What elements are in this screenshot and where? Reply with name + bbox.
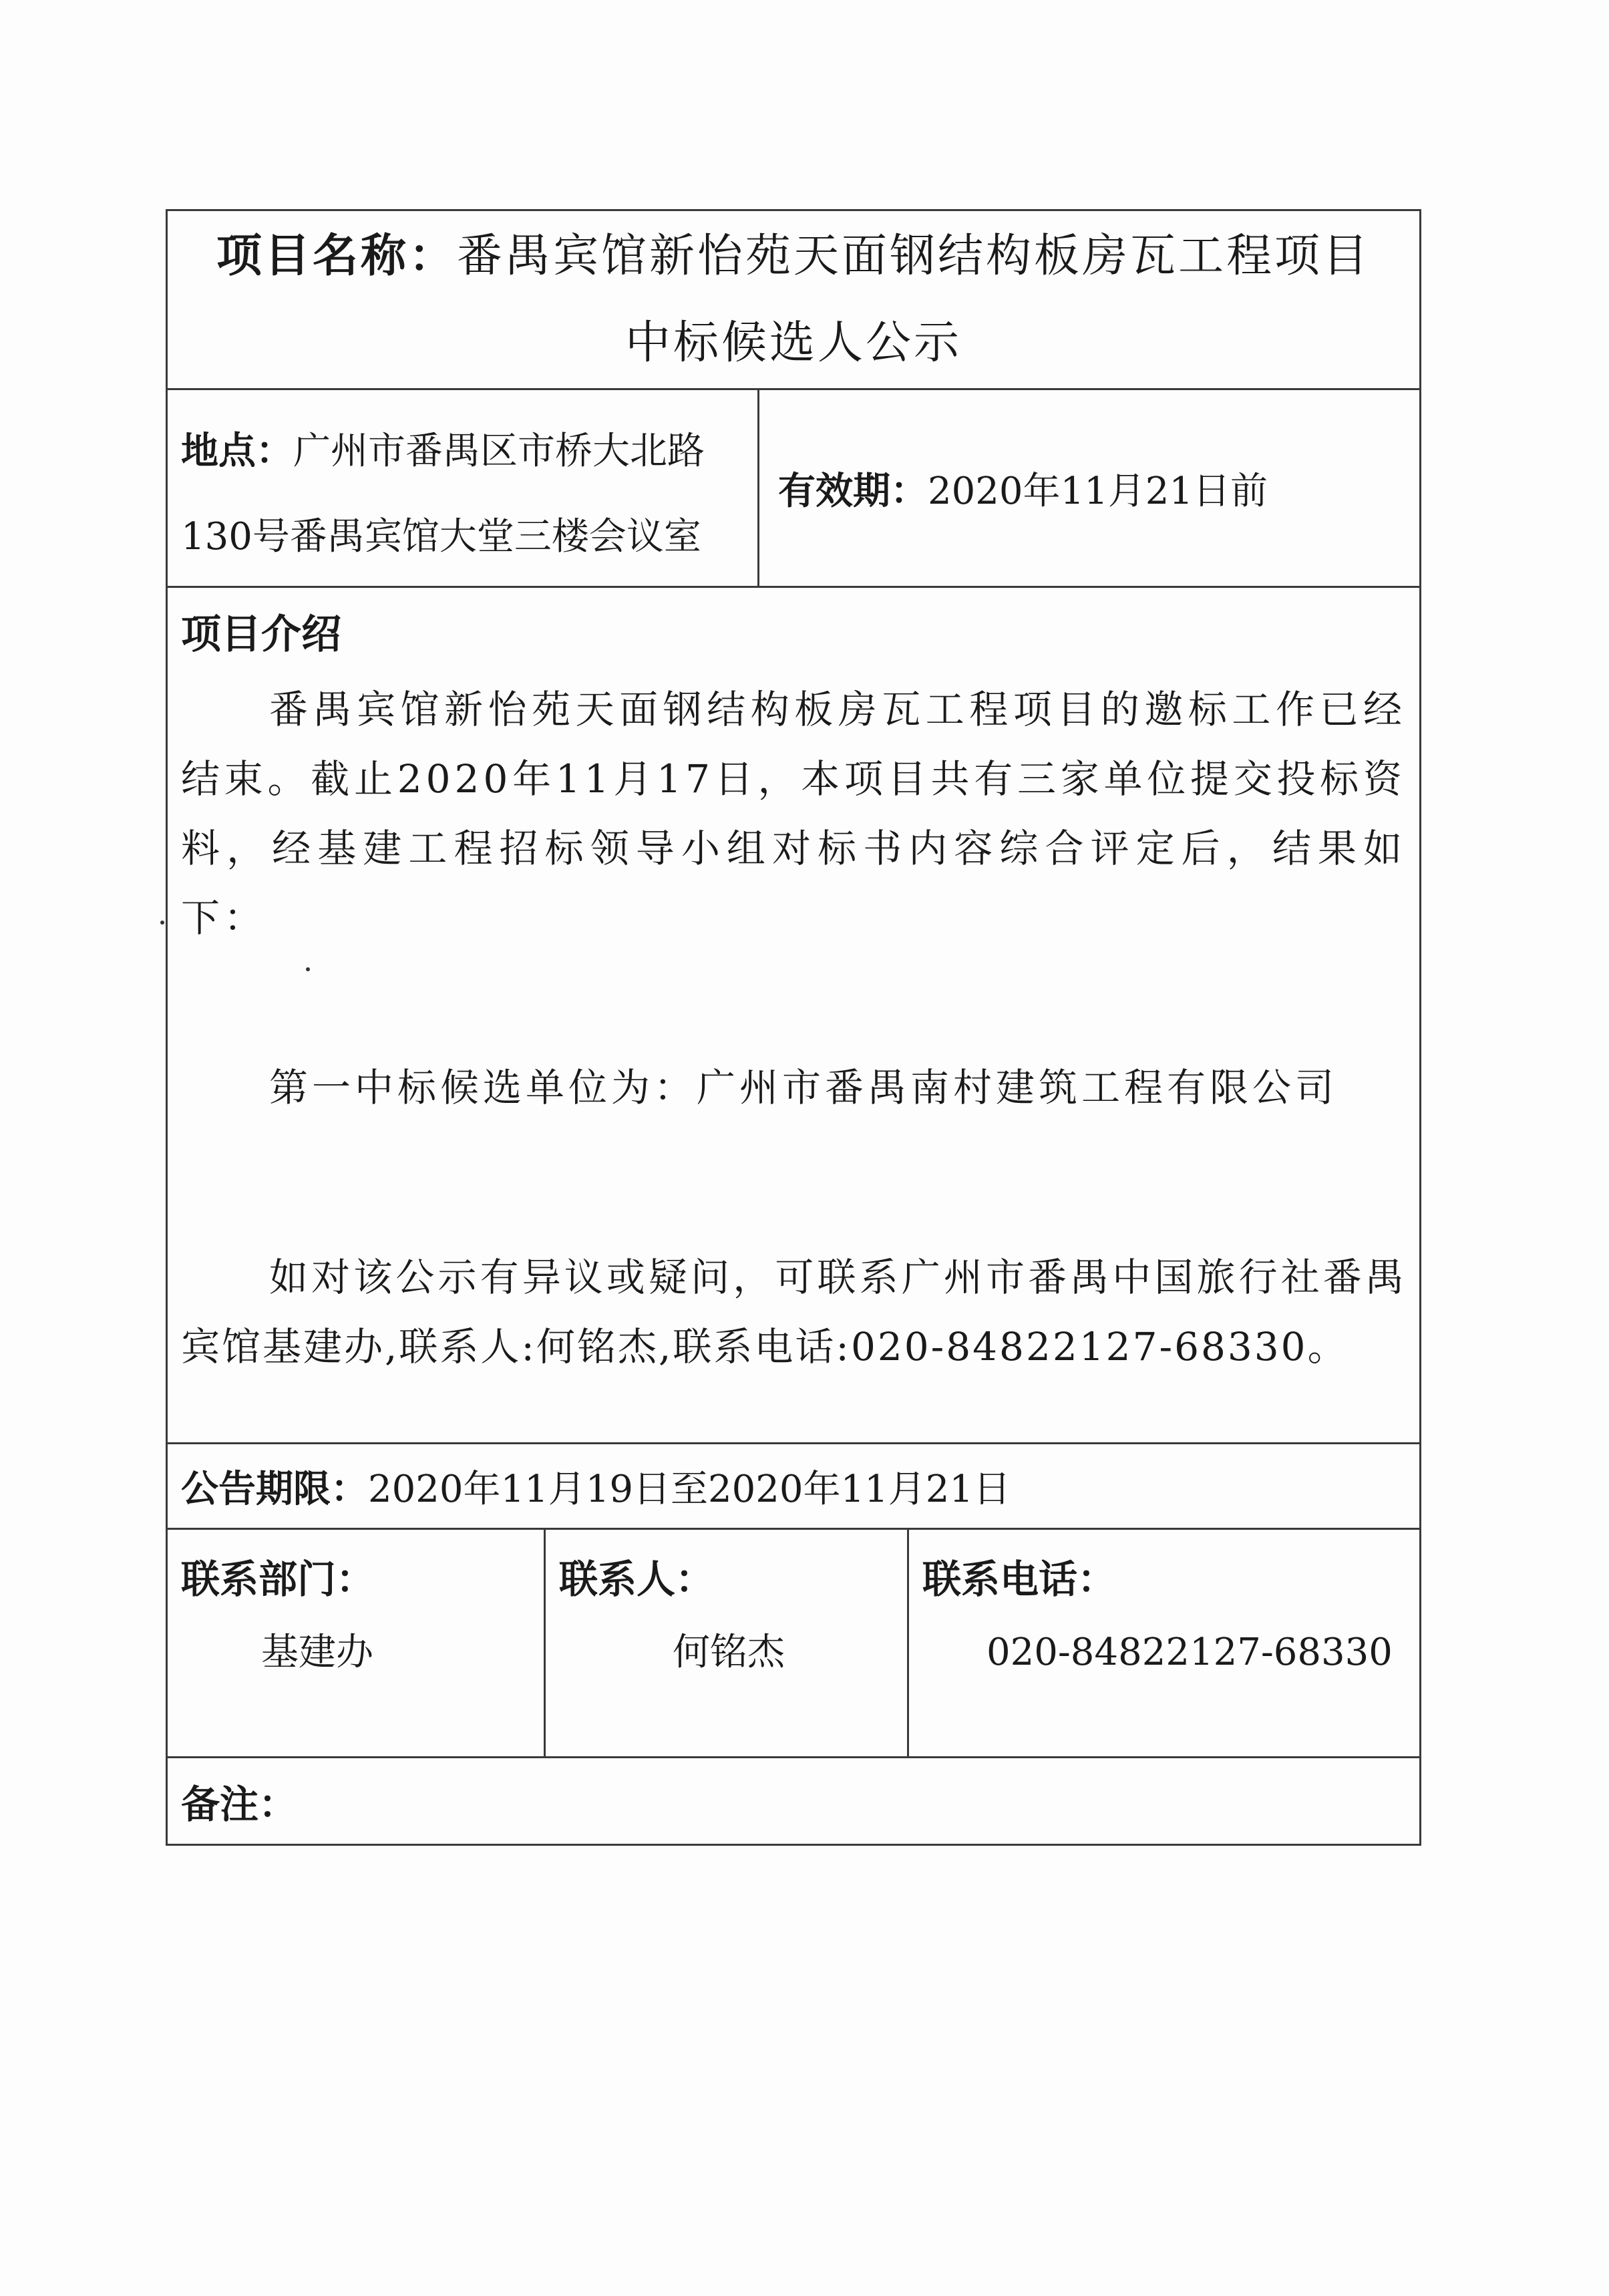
period-label: 公告期限： (181, 1467, 368, 1511)
period-value: 2020年11月19日至2020年11月21日 (368, 1467, 1011, 1511)
intro-section (168, 588, 1419, 1444)
department-value: 基建办 (261, 1631, 373, 1674)
location-line-1 (181, 409, 757, 494)
announcement-table (166, 209, 1421, 1846)
phone-label: 联系电话： (922, 1556, 1117, 1602)
remark-row (168, 1758, 1419, 1844)
intro-paragraph: 番禺宾馆新怡苑天面钢结构板房瓦工程项目的邀标工作已经结束。截止2020年11月17日，本项目共有三家单位提交投标资料，经基建工程招标领导小组对标书内容综合评定后，结果如下： (181, 687, 1406, 941)
location-text-1: 广州市番禺区市桥大北路 (293, 430, 705, 473)
contact-person-label: 联系人： (559, 1556, 715, 1602)
location-cell (168, 390, 759, 586)
title-label: 项目名称： (216, 229, 457, 283)
department-cell (168, 1530, 546, 1756)
intro-heading: 项目介绍 (181, 611, 341, 658)
phone-value: 020-84822127-68330 (987, 1631, 1393, 1674)
phone-cell (909, 1530, 1419, 1756)
validity-value: 2020年11月21日前 (928, 469, 1268, 513)
title-text: 番禺宾馆新怡苑天面钢结构板房瓦工程项目中标候选人公示 (457, 229, 1371, 369)
contact-person-cell (546, 1530, 909, 1756)
location-text-2: 130号番禺宾馆大堂三楼会议室 (181, 515, 701, 558)
period-row (168, 1444, 1419, 1530)
location-label: 地点： (181, 430, 293, 473)
remark-label: 备注： (181, 1782, 298, 1827)
validity-cell (759, 390, 1419, 586)
winner-paragraph: 第一中标候选单位为：广州市番禺南村建筑工程有限公司 (269, 1065, 1338, 1110)
scan-speck (306, 967, 310, 971)
contact-row (168, 1530, 1419, 1758)
contact-note-paragraph: 如对该公示有异议或疑问，可联系广州市番禺中国旅行社番禺宾馆基建办,联系人:何铭杰,联系电话:020-84822127-68330。 (181, 1255, 1406, 1369)
location-validity-row (168, 390, 1419, 588)
title-row (168, 211, 1419, 390)
validity-label: 有效期： (778, 469, 928, 513)
scan-speck (160, 921, 164, 925)
document-title (192, 213, 1395, 387)
contact-person-value: 何铭杰 (673, 1631, 785, 1674)
department-label: 联系部门： (181, 1556, 375, 1602)
